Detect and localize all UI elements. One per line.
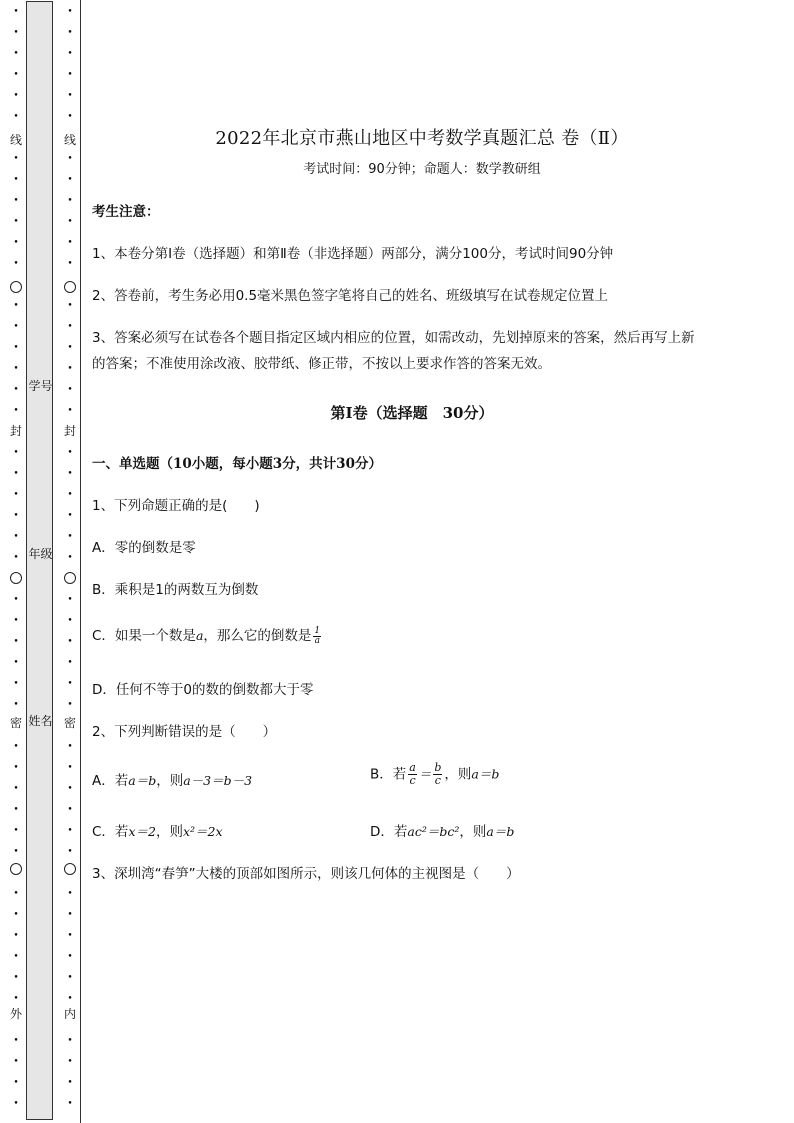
outer-dot: • xyxy=(13,931,19,941)
outer-dot: • xyxy=(13,1099,19,1109)
inner-dot: • xyxy=(67,973,73,983)
inner-dot: • xyxy=(67,847,73,857)
notice-item-1: 1、本卷分第Ⅰ卷（选择题）和第Ⅱ卷（非选择题）两部分，满分100分，考试时间90分钟 xyxy=(92,246,614,262)
inner-dot: • xyxy=(67,322,73,332)
inner-dot: • xyxy=(67,616,73,626)
outer-dot: • xyxy=(13,196,19,206)
notice-heading: 考生注意： xyxy=(92,204,160,220)
inner-dot: • xyxy=(67,70,73,80)
outer-dot: • xyxy=(13,154,19,164)
question-1-option-d: D．任何不等于0的数的倒数都大于零 xyxy=(92,682,314,698)
inner-circle-icon xyxy=(64,863,76,875)
notice-item-3-cont: 的答案；不准使用涂改液、胶带纸、修正带，不按以上要求作答的答案无效。 xyxy=(92,356,551,372)
inner-dot: • xyxy=(67,931,73,941)
outer-dot: • xyxy=(13,49,19,59)
outer-dot: • xyxy=(13,826,19,836)
outer-circle-icon xyxy=(10,572,22,584)
field-grade-label: 年级 xyxy=(28,547,53,561)
outer-dot: • xyxy=(13,322,19,332)
inner-dot: • xyxy=(67,511,73,521)
inner-dot: • xyxy=(67,385,73,395)
inner-dot: • xyxy=(67,448,73,458)
outer-dot: • xyxy=(13,259,19,269)
inner-dot: • xyxy=(67,910,73,920)
outer-dot: • xyxy=(13,637,19,647)
inner-dot: • xyxy=(67,742,73,752)
inner-dot: • xyxy=(67,217,73,227)
binding-dot-column-inner xyxy=(63,0,77,1123)
outer-dot: • xyxy=(13,994,19,1004)
fraction-b-over-c: $\frac{b}{c}$ xyxy=(434,761,442,787)
question-2-option-a: A．若a＝b，则a－3＝b－3 xyxy=(92,773,253,789)
inner-dot: • xyxy=(67,406,73,416)
outer-dot: • xyxy=(13,28,19,38)
field-name-label: 姓名 xyxy=(28,714,53,728)
outer-dot: • xyxy=(13,364,19,374)
inner-dot: • xyxy=(67,7,73,17)
question-1-option-b: B．乘积是1的两数互为倒数 xyxy=(92,582,259,598)
inner-dot: • xyxy=(67,532,73,542)
outer-dot: • xyxy=(13,469,19,479)
outer-dot: • xyxy=(13,952,19,962)
binding-info-box xyxy=(26,1,53,1120)
inner-dot: • xyxy=(67,637,73,647)
inner-dot: • xyxy=(67,112,73,122)
outer-cut-mark: 封 xyxy=(9,424,22,438)
inner-dot: • xyxy=(67,763,73,773)
inner-dot: • xyxy=(67,553,73,563)
inner-dot: • xyxy=(67,595,73,605)
inner-dot: • xyxy=(67,700,73,710)
outer-dot: • xyxy=(13,91,19,101)
question-1-stem: 1、下列命题正确的是( ) xyxy=(92,498,260,514)
fraction-a-over-c: $\frac{a}{c}$ xyxy=(409,761,416,787)
section-title: 第Ⅰ卷（选择题 30分） xyxy=(330,404,494,422)
inner-dot: • xyxy=(67,805,73,815)
fraction-1-over-a: $\frac{1}{a}$ xyxy=(314,625,321,646)
outer-dot: • xyxy=(13,784,19,794)
inner-dot: • xyxy=(67,658,73,668)
binding-border-line xyxy=(80,0,81,1123)
outer-dot: • xyxy=(13,406,19,416)
part-heading: 一、单选题（10小题，每小题3分，共计30分） xyxy=(92,456,382,472)
inner-cut-mark: 内 xyxy=(63,1007,76,1021)
question-3-stem: 3、深圳湾“春笋”大楼的顶部如图所示，则该几何体的主视图是（ ） xyxy=(92,866,520,882)
outer-dot: • xyxy=(13,532,19,542)
question-1-option-a: A．零的倒数是零 xyxy=(92,540,196,556)
outer-dot: • xyxy=(13,889,19,899)
inner-cut-mark: 封 xyxy=(63,424,76,438)
outer-dot: • xyxy=(13,112,19,122)
inner-dot: • xyxy=(67,343,73,353)
inner-dot: • xyxy=(67,490,73,500)
math-a: a xyxy=(195,628,204,643)
inner-dot: • xyxy=(67,196,73,206)
outer-circle-icon xyxy=(10,281,22,293)
outer-dot: • xyxy=(13,973,19,983)
inner-dot: • xyxy=(67,364,73,374)
inner-dot: • xyxy=(67,301,73,311)
outer-dot: • xyxy=(13,847,19,857)
outer-dot: • xyxy=(13,70,19,80)
outer-dot: • xyxy=(13,553,19,563)
inner-dot: • xyxy=(67,1099,73,1109)
inner-dot: • xyxy=(67,826,73,836)
outer-cut-mark: 线 xyxy=(9,133,22,147)
inner-dot: • xyxy=(67,49,73,59)
outer-dot: • xyxy=(13,175,19,185)
outer-dot: • xyxy=(13,679,19,689)
inner-dot: • xyxy=(67,175,73,185)
field-student-id-label: 学号 xyxy=(28,379,53,393)
inner-dot: • xyxy=(67,238,73,248)
notice-item-2: 2、答卷前，考生务必用0.5毫米黑色签字笔将自己的姓名、班级填写在试卷规定位置上 xyxy=(92,288,609,304)
inner-dot: • xyxy=(67,28,73,38)
outer-cut-mark: 密 xyxy=(9,716,22,730)
inner-dot: • xyxy=(67,469,73,479)
outer-dot: • xyxy=(13,1036,19,1046)
inner-dot: • xyxy=(67,259,73,269)
outer-dot: • xyxy=(13,217,19,227)
inner-dot: • xyxy=(67,1078,73,1088)
inner-dot: • xyxy=(67,1036,73,1046)
binding-dot-column-outer xyxy=(9,0,23,1123)
outer-dot: • xyxy=(13,511,19,521)
outer-dot: • xyxy=(13,490,19,500)
inner-dot: • xyxy=(67,994,73,1004)
outer-dot: • xyxy=(13,238,19,248)
outer-dot: • xyxy=(13,7,19,17)
notice-item-3: 3、答案必须写在试卷各个题目指定区域内相应的位置，如需改动，先划掉原来的答案，然后再写上新 xyxy=(92,330,695,346)
outer-dot: • xyxy=(13,700,19,710)
page-title: 2022年北京市燕山地区中考数学真题汇总 卷（Ⅱ） xyxy=(215,128,629,149)
inner-dot: • xyxy=(67,784,73,794)
outer-dot: • xyxy=(13,1057,19,1067)
outer-dot: • xyxy=(13,763,19,773)
outer-dot: • xyxy=(13,343,19,353)
question-2-option-c: C．若x＝2，则x²＝2x xyxy=(92,824,223,840)
inner-circle-icon xyxy=(64,572,76,584)
inner-dot: • xyxy=(67,1057,73,1067)
outer-dot: • xyxy=(13,385,19,395)
outer-dot: • xyxy=(13,301,19,311)
outer-dot: • xyxy=(13,616,19,626)
inner-cut-mark: 线 xyxy=(63,133,76,147)
outer-dot: • xyxy=(13,658,19,668)
exam-info: 考试时间：90分钟；命题人：数学教研组 xyxy=(303,162,541,177)
inner-circle-icon xyxy=(64,281,76,293)
inner-dot: • xyxy=(67,952,73,962)
inner-dot: • xyxy=(67,154,73,164)
outer-dot: • xyxy=(13,448,19,458)
outer-dot: • xyxy=(13,1078,19,1088)
inner-dot: • xyxy=(67,91,73,101)
question-1-option-c: C．如果一个数是a，那么它的倒数是 $\frac{1}{a}$ xyxy=(92,625,321,646)
inner-dot: • xyxy=(67,679,73,689)
question-2-option-d: D．若ac²＝bc²，则a＝b xyxy=(370,824,515,840)
outer-dot: • xyxy=(13,742,19,752)
question-2-stem: 2、下列判断错误的是（ ） xyxy=(92,724,277,740)
outer-circle-icon xyxy=(10,863,22,875)
inner-cut-mark: 密 xyxy=(63,716,76,730)
outer-cut-mark: 外 xyxy=(9,1007,22,1021)
inner-dot: • xyxy=(67,889,73,899)
outer-dot: • xyxy=(13,910,19,920)
outer-dot: • xyxy=(13,595,19,605)
question-2-option-b: B．若 $\frac{a}{c}$ ＝ $\frac{b}{c}$ ，则a＝b xyxy=(370,761,500,787)
outer-dot: • xyxy=(13,805,19,815)
